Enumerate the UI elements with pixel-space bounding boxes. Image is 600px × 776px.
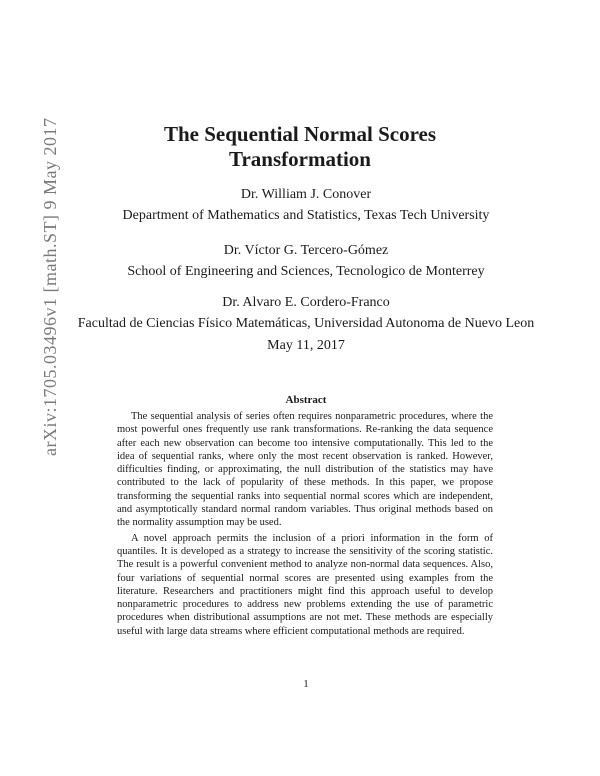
author-block-1 [6, 184, 600, 226]
author-name: Dr. William J. Conover [240, 187, 372, 202]
abstract-heading: Abstract [285, 394, 327, 406]
author-name: Dr. Víctor G. Tercero-Gómez [223, 243, 389, 258]
abstract-paragraph-2: A novel approach permits the inclusion of a priori information in the form of quantiles. It is developed as a strategy to increase the sensitivity of the scoring statistic. The result is a powerful convenient method to analyze non-normal data sequences. Also, four variations of sequential normal scores are presented using examples from the literature. Researchers and practitioners might find this approach useful to develop nonparametric procedures to address new problems extending the use of parametric procedures when distributional assumptions are not met. These methods are especially useful with large data streams where efficient computational methods are required. [117, 532, 493, 637]
author-block-2 [6, 240, 600, 282]
title-line-1: The Sequential Normal Scores [163, 122, 437, 146]
page-number: 1 [303, 678, 309, 690]
author-affiliation: Facultad de Ciencias Físico Matemáticas, Universidad Autonoma de Nuevo Leon [77, 316, 535, 331]
author-affiliation: School of Engineering and Sciences, Tecnologico de Monterrey [127, 264, 485, 279]
abstract-body [117, 410, 493, 640]
abstract-paragraph-1: The sequential analysis of series often requires nonparametric procedures, where the most powerful ones frequently use rank transformations. Re-ranking the data sequence after each new observation can become too intensive computationally. This led to the idea of sequential ranks, where only the most recent observation is ranked. However, difficulties finding, or approximating, the null distribution of the statistics may have contributed to the lack of popularity of these methods. In this paper, we propose transforming the sequential ranks into sequential normal scores which are independent, and asymptotically standard normal random variables. Thus original methods based on the normality assumption may be used. [117, 411, 493, 529]
publication-date: May 11, 2017 [267, 338, 345, 353]
title-line-2: Transformation [229, 147, 371, 171]
author-name: Dr. Alvaro E. Cordero-Franco [222, 295, 390, 310]
arxiv-identifier: arXiv:1705.03496v1 [math.ST] 9 May 2017 [40, 117, 60, 456]
author-block-3 [6, 292, 600, 334]
author-affiliation: Department of Mathematics and Statistics, Texas Tech University [122, 208, 490, 223]
paper-title [0, 122, 600, 172]
